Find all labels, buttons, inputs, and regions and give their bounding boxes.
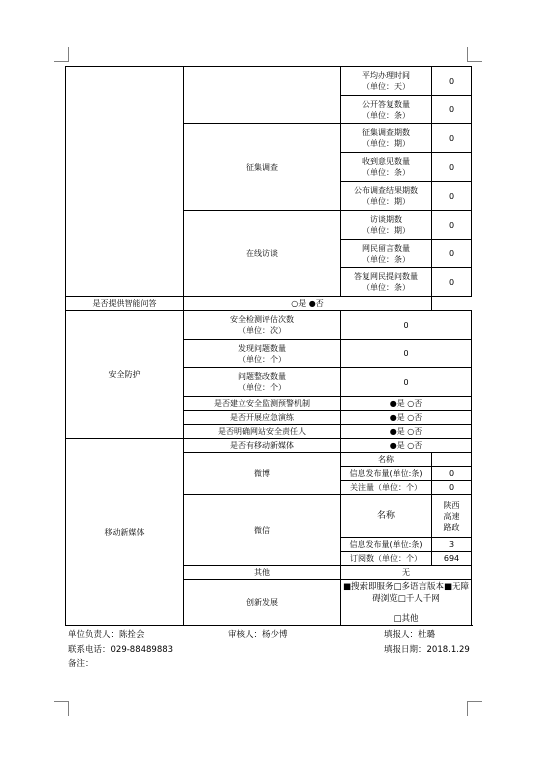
remark: 备注： xyxy=(68,659,94,669)
weibo-field-label: 信息发布量(单位:条) xyxy=(341,467,432,481)
metric-label: 答复网民提问数量 （单位：条） xyxy=(341,268,432,297)
wechat-name-value: 陕西 高速 路政 xyxy=(432,495,472,538)
metric-label: 公开答复数量 （单位：条） xyxy=(341,96,432,124)
innovation-category: 创新发展 xyxy=(184,580,341,626)
wechat-subcategory: 微信 xyxy=(184,495,341,566)
innovation-checkbox-line[interactable]: ■搜索即服务□多语言版本■无障碍浏览□千人千网 xyxy=(342,582,470,604)
interview-category: 在线访谈 xyxy=(184,211,341,297)
crop-mark-bottom-left-h xyxy=(54,701,69,702)
blank-subcategory-cell xyxy=(184,67,341,124)
other-media-value: 无 xyxy=(341,566,472,580)
yn-label: 是否建立安全监测预警机制 xyxy=(184,397,341,411)
yn-radio[interactable]: ●是 ○否 xyxy=(341,397,472,411)
weibo-field-label: 名称 xyxy=(341,453,432,467)
metric-value: 0 xyxy=(432,124,472,153)
yn-label: 是否有移动新媒体 xyxy=(184,439,341,453)
metric-value: 0 xyxy=(432,96,472,124)
metric-label: 征集调查期数 （单位：期） xyxy=(341,124,432,153)
fill-date: 填报日期：2018.1.29 xyxy=(384,645,470,655)
survey-category: 征集调查 xyxy=(184,124,341,211)
yn-label: 是否明确网站安全责任人 xyxy=(184,425,341,439)
innovation-other-checkbox[interactable]: □其他 xyxy=(393,614,419,624)
reviewer: 审核人：杨少博 xyxy=(228,630,288,640)
statistics-table xyxy=(65,66,472,626)
crop-mark-bottom-right-h xyxy=(467,701,482,702)
blank-category-cell xyxy=(66,67,184,297)
other-media-label: 其他 xyxy=(184,566,341,580)
weibo-field-value: 0 xyxy=(432,467,472,481)
new-media-category: 移动新媒体 xyxy=(66,439,184,626)
innovation-options xyxy=(341,580,472,626)
wechat-field-value: 3 xyxy=(432,538,472,552)
unit-head: 单位负责人：陈拴会 xyxy=(68,630,145,640)
metric-value: 0 xyxy=(432,67,472,96)
crop-mark-top-right-h xyxy=(467,61,482,62)
contact-phone: 联系电话：029-88489883 xyxy=(68,645,174,655)
weibo-field-value: 0 xyxy=(432,481,472,495)
metric-label: 网民留言数量 （单位：条） xyxy=(341,240,432,268)
filler: 填报人：杜璐 xyxy=(384,630,436,640)
crop-mark-top-right-v xyxy=(467,47,468,62)
metric-label: 平均办理时间 （单位：天） xyxy=(341,67,432,96)
yn-label: 是否开展应急演练 xyxy=(184,411,341,425)
weibo-field-label: 关注量（单位：个） xyxy=(341,481,432,495)
weibo-subcategory: 微博 xyxy=(184,453,341,495)
yn-radio[interactable]: ●是 ○否 xyxy=(341,439,472,453)
metric-label: 访谈期数 （单位：期） xyxy=(341,211,432,240)
metric-value: 0 xyxy=(432,182,472,211)
wechat-field-value: 694 xyxy=(432,552,472,566)
metric-value: 0 xyxy=(432,153,472,182)
weibo-field-value xyxy=(432,453,472,467)
metric-label: 发现问题数量 （单位：个） xyxy=(184,340,341,368)
wechat-field-label: 订阅数（单位：个） xyxy=(341,552,432,566)
metric-label: 问题整改数量 （单位：个） xyxy=(184,368,341,397)
metric-value: 0 xyxy=(432,211,472,240)
crop-mark-top-left-v xyxy=(68,47,69,62)
yn-radio[interactable]: ●是 ○否 xyxy=(341,425,472,439)
smart-qa-radio[interactable]: ○是 ●否 xyxy=(184,297,432,311)
wechat-name-label: 名称 xyxy=(341,495,432,538)
metric-value: 0 xyxy=(432,240,472,268)
security-category: 安全防护 xyxy=(66,311,184,439)
metric-value: 0 xyxy=(341,311,472,340)
yn-radio[interactable]: ●是 ○否 xyxy=(341,411,472,425)
crop-mark-bottom-right-v xyxy=(467,701,468,716)
wechat-field-label: 信息发布量(单位:条) xyxy=(341,538,432,552)
metric-value: 0 xyxy=(341,340,472,368)
metric-label: 安全检测评估次数 （单位：次） xyxy=(184,311,341,340)
crop-mark-top-left-h xyxy=(54,61,69,62)
metric-label: 公布调查结果期数 （单位：期） xyxy=(341,182,432,211)
metric-value: 0 xyxy=(432,268,472,297)
metric-value: 0 xyxy=(341,368,472,397)
smart-qa-label: 是否提供智能问答 xyxy=(66,297,184,311)
metric-label: 收到意见数量 （单位：条） xyxy=(341,153,432,182)
crop-mark-bottom-left-v xyxy=(68,701,69,716)
